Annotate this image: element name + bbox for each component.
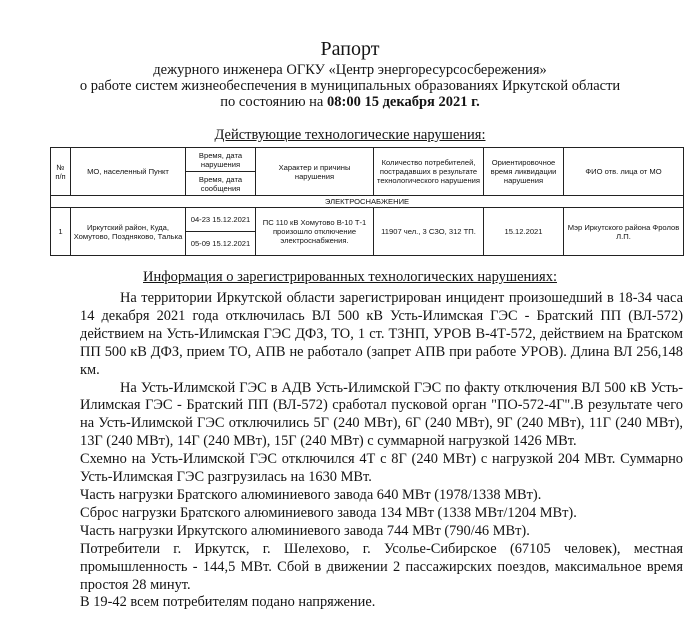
- report-date-prefix: по состоянию на: [220, 94, 324, 110]
- violations-table: [50, 147, 684, 256]
- report-subtitle-2: о работе систем жизнеобеспечения в муниципальных образованиях Иркутской области: [79, 78, 621, 94]
- paragraph-incident: На территории Иркутской области зарегистрирован инцидент произошедший в 18-34 часа 14 декабря 2021 года отключилась ВЛ 500 кВ Усть-Илимская ГЭС - Братский ПП (ВЛ-572) действием на Усть-Илимская ГЭС ДФЗ, ТО, 1 ст. ТЗНП, УРОВ В-4Т-572, действием на Братском ПП 500 кВ ДФЗ, прием ТО, АПВ не работало (запрет АПВ при работе УРОВ). Длина ВЛ 256,148 км.: [80, 290, 683, 378]
- header-affected: Количество потребителей, пострадавших в результате технологического нарушения: [374, 148, 484, 196]
- paragraph-scheme: Схемно на Усть-Илимской ГЭС отключился 4Т с 8Г (240 МВт) с нагрузкой 204 МВт. Суммарно Усть-Илимская ГЭС разгрузилась на 1630 МВт.: [80, 451, 683, 486]
- cell-responsible: Мэр Иркутского района Фролов Л.П.: [564, 208, 684, 256]
- report-body: [80, 290, 683, 612]
- report-date: 08:00 15 декабря 2021 г.: [327, 94, 480, 110]
- violations-heading: Действующие технологические нарушения:: [214, 127, 486, 143]
- paragraph-irkutsk-load: Часть нагрузки Иркутского алюминиевого завода 744 МВт (790/46 МВт).: [80, 522, 530, 539]
- cell-time-violation: 04-23 15.12.2021: [186, 208, 256, 232]
- header-responsible: ФИО отв. лица от МО: [564, 148, 684, 196]
- header-nature: Характер и причины нарушения: [256, 148, 374, 196]
- cell-num: 1: [51, 208, 71, 256]
- info-heading: Информация о зарегистрированных технологических нарушениях:: [143, 269, 557, 285]
- header-mo: МО, населенный Пункт: [71, 148, 186, 196]
- report-subtitle-1: дежурного инженера ОГКУ «Центр энергоресурсосбережения»: [153, 62, 547, 78]
- paragraph-restored: В 19-42 всем потребителям подано напряжение.: [80, 594, 376, 611]
- header-num: № п/п: [51, 148, 71, 196]
- paragraph-consumers: Потребители г. Иркутск, г. Шелехово, г. Усолье-Сибирское (67105 человек), местная промышленность - 144,5 МВт. Сбой в движении 2 пассажирских поездов, максимальное время простоя 28 минут.: [80, 540, 683, 593]
- report-subtitle-3: [0, 94, 700, 110]
- cell-eta: 15.12.2021: [484, 208, 564, 256]
- cell-time-report: 05-09 15.12.2021: [186, 232, 256, 256]
- header-time-report: Время, дата сообщения: [186, 172, 256, 196]
- paragraph-bratsk-load: Часть нагрузки Братского алюминиевого завода 640 МВт (1978/1338 МВт).: [80, 486, 542, 503]
- paragraph-bratsk-drop: Сброс нагрузки Братского алюминиевого завода 134 МВт (1338 МВт/1204 МВт).: [80, 504, 577, 521]
- paragraph-ust-ilimsk: На Усть-Илимской ГЭС в АДВ Усть-Илимской ГЭС по факту отключения ВЛ 500 кВ Усть-Илимская ГЭС - Братский ПП (ВЛ-572) сработал пусковой орган "ПО-572-4Г".В результате чего на Усть-Илимской ГЭС отключились 5Г (240 МВт), 6Г (240 МВт), 9Г (240 МВт), 11Г (240 МВт), 13Г (240 МВт), 14Г (240 МВт), 15Г (240 МВт) с суммарной нагрузкой 1426 МВт.: [80, 379, 683, 450]
- header-eta: Ориентировочное время ликвидации нарушения: [484, 148, 564, 196]
- cell-affected: 11907 чел., 3 СЗО, 312 ТП.: [374, 208, 484, 256]
- cell-mo: Иркутский район, Куда, Хомутово, Поздняково, Талька: [71, 208, 186, 256]
- report-title: Рапорт: [320, 38, 380, 60]
- header-time-violation: Время, дата нарушения: [186, 148, 256, 172]
- cell-nature: ПС 110 кВ Хомутово В-10 Т-1 произошло отключение электроснабжения.: [256, 208, 374, 256]
- section-row: ЭЛЕКТРОСНАБЖЕНИЕ: [51, 196, 684, 208]
